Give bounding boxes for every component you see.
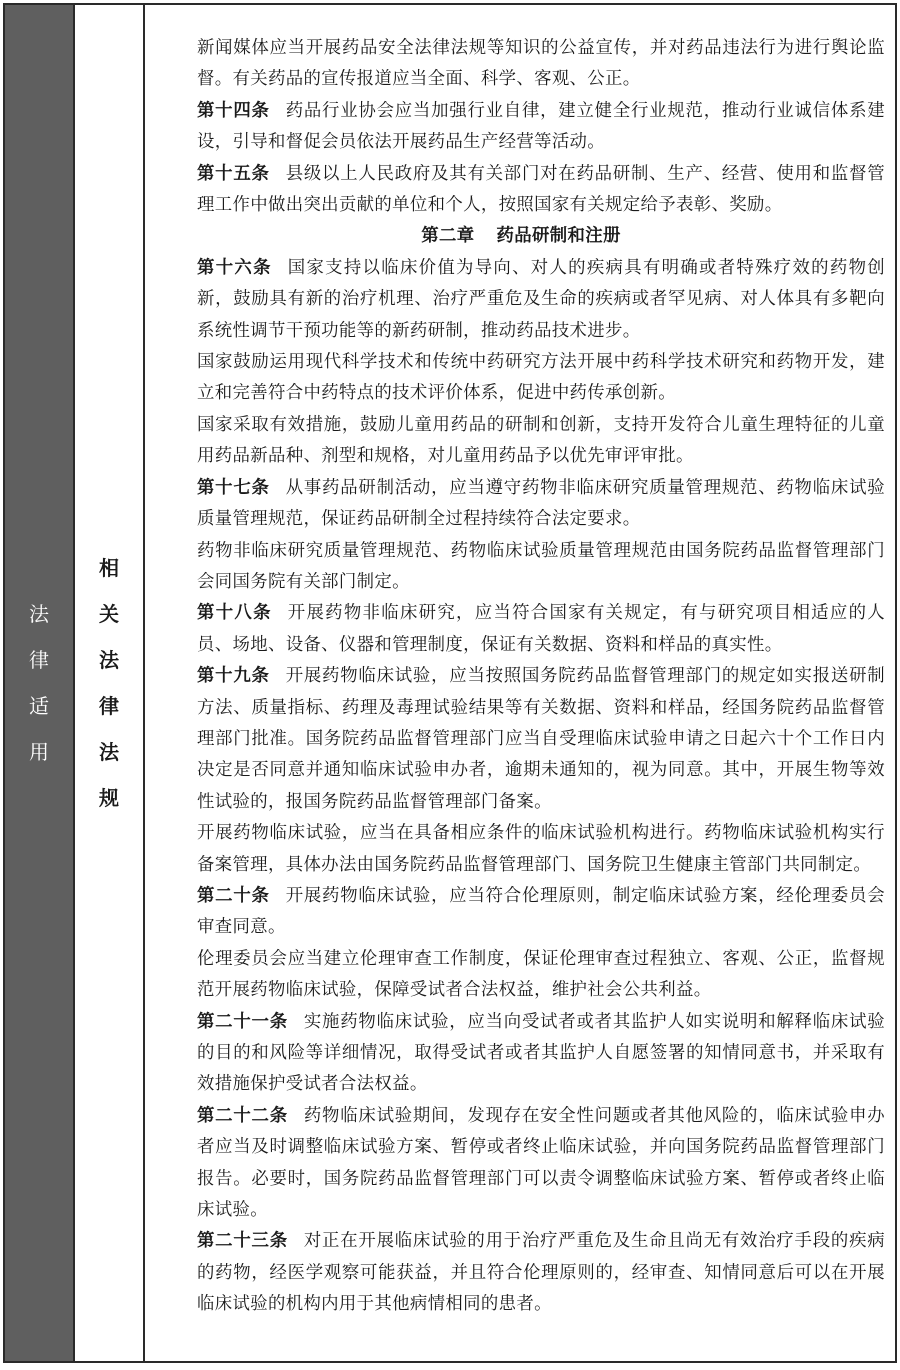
subcategory-char: 关 [99,602,119,626]
article-text: 对正在开展临床试验的用于治疗严重危及生命且尚无有效治疗手段的疾病的药物，经医学观察可能获益，并且符合伦理原则的，经审查、知情同意后可以在开展临床试验的机构内用于其他病情相同的患者。 [197,1231,885,1315]
article-label: 第十六条 [197,257,272,278]
article-text: 从事药品研制活动，应当遵守药物非临床研究质量管理规范、药物临床试验质量管理规范，保证药品研制全过程持续符合法定要求。 [197,477,885,530]
article-label: 第二十条 [197,885,270,906]
article [197,253,885,347]
article-label: 第十九条 [197,666,270,687]
chapter-title: 药品研制和注册 [496,226,621,247]
category-char: 律 [29,648,49,672]
subcategory-char: 相 [99,556,119,580]
article-label: 第十七条 [197,477,270,498]
chapter-number: 第二章 [421,226,475,247]
paragraph: 伦理委员会应当建立伦理审查工作制度，保证伦理审查过程独立、客观、公正，监督规范开展药物临床试验，保障受试者合法权益，维护社会公共利益。 [197,948,885,1001]
subcategory-column [75,5,145,1361]
category-column [5,5,75,1361]
category-label [29,591,49,775]
article-label: 第十八条 [197,603,272,624]
article-label: 第十五条 [197,163,270,184]
subcategory-char: 法 [99,740,119,764]
document-page [3,3,897,1363]
article-text: 国家支持以临床价值为导向、对人的疾病具有明确或者特殊疗效的药物创新，鼓励具有新的治疗机理、治疗严重危及生命的疾病或者罕见病、对人体具有多靶向系统性调节干预功能等的新药研制，推动药品技术进步。 [197,257,886,341]
article-label: 第十四条 [197,100,270,121]
article [197,1007,885,1101]
article-text: 药品行业协会应当加强行业自律，建立健全行业规范，推动行业诚信体系建设，引导和督促会员依法开展药品生产经营等活动。 [197,100,885,153]
article-text: 药物临床试验期间，发现存在安全性问题或者其他风险的，临床试验申办者应当及时调整临床试验方案、暂停或者终止临床试验，并向国务院药品监督管理部门报告。必要时，国务院药品监督管理部门可以责令调整临床试验方案、暂停或者终止临床试验。 [197,1105,885,1221]
paragraph: 药物非临床研究质量管理规范、药物临床试验质量管理规范由国务院药品监督管理部门会同国务院有关部门制定。 [197,540,885,592]
chapter-heading [197,221,885,252]
article [197,159,885,222]
article-text: 开展药物非临床研究，应当符合国家有关规定，有与研究项目相适应的人员、场地、设备、仪器和管理制度，保证有关数据、资料和样品的真实性。 [197,603,886,655]
article-text: 开展药物临床试验，应当符合伦理原则，制定临床试验方案，经伦理委员会审查同意。 [197,885,885,938]
subcategory-char: 规 [99,786,119,810]
paragraph: 国家采取有效措施，鼓励儿童用药品的研制和创新，支持开发符合儿童生理特征的儿童用药品新品种、剂型和规格，对儿童用药品予以优先审评审批。 [197,414,885,467]
article-label: 第二十二条 [197,1105,288,1126]
article [197,1226,885,1320]
article [197,1101,885,1227]
article [197,598,885,661]
article-text: 开展药物临床试验，应当按照国务院药品监督管理部门的规定如实报送研制方法、质量指标、药理及毒理试验结果等有关数据、资料和样品，经国务院药品监督管理部门批准。国务院药品监督管理部门应当自受理临床试验申请之日起六十个工作日内决定是否同意并通知临床试验申办者，逾期未通知的，视为同意。其中，开展生物等效性试验的，报国务院药品监督管理部门备案。 [197,666,885,812]
article-label: 第二十一条 [197,1011,288,1032]
subcategory-label [99,545,119,821]
article-label: 第二十三条 [197,1231,288,1252]
article-text: 实施药物临床试验，应当向受试者或者其监护人如实说明和解释临床试验的目的和风险等详细情况，取得受试者或者其监护人自愿签署的知情同意书，并采取有效措施保护受试者合法权益。 [197,1011,885,1095]
article [197,473,885,536]
paragraph: 国家鼓励运用现代科学技术和传统中药研究方法开展中药科学技术研究和药物开发，建立和完善符合中药特点的技术评价体系，促进中药传承创新。 [197,352,885,404]
subcategory-char: 律 [99,694,119,718]
paragraph: 开展药物临床试验，应当在具备相应条件的临床试验机构进行。药物临床试验机构实行备案管理，具体办法由国务院药品监督管理部门、国务院卫生健康主管部门共同制定。 [197,823,885,875]
law-text [145,5,895,1361]
article [197,96,885,159]
category-char: 适 [29,694,49,718]
article [197,881,885,944]
article [197,661,885,818]
article-text: 县级以上人民政府及其有关部门对在药品研制、生产、经营、使用和监督管理工作中做出突出贡献的单位和个人，按照国家有关规定给予表彰、奖励。 [197,163,885,216]
category-char: 法 [29,602,49,626]
subcategory-char: 法 [99,648,119,672]
paragraph: 新闻媒体应当开展药品安全法律法规等知识的公益宣传，并对药品违法行为进行舆论监督。有关药品的宣传报道应当全面、科学、客观、公正。 [197,38,885,90]
category-char: 用 [29,740,49,764]
